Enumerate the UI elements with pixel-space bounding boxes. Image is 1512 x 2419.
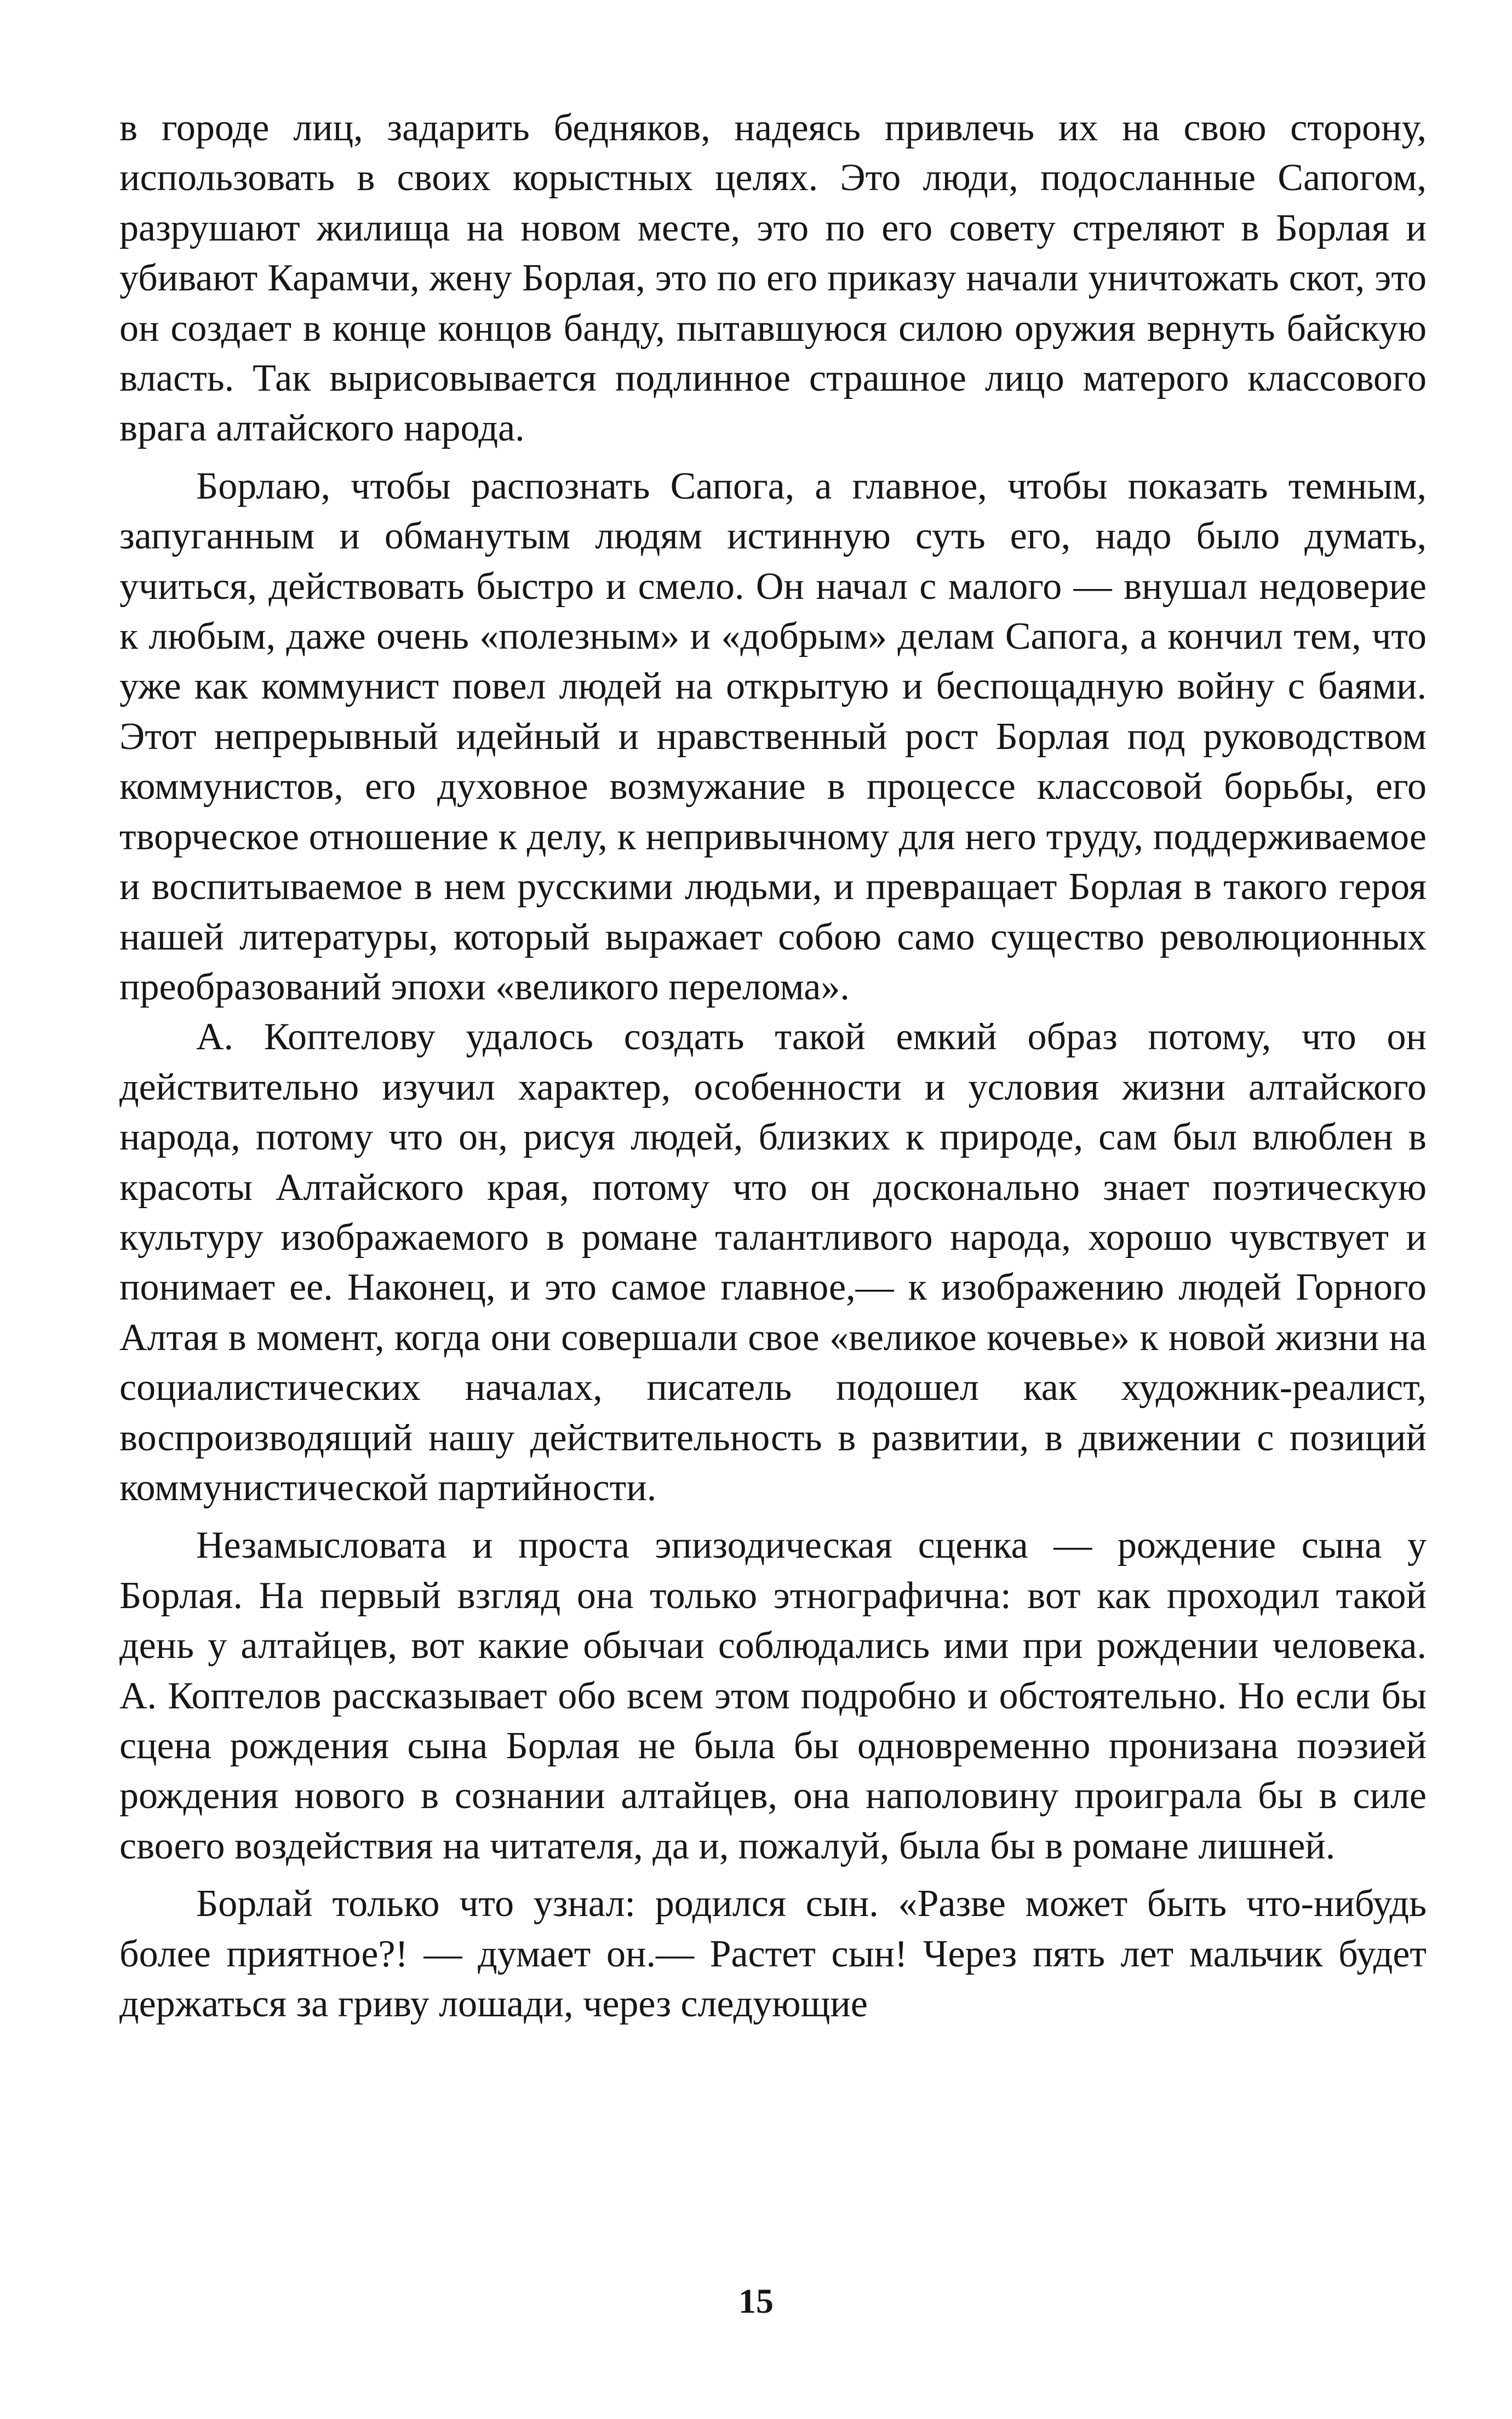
paragraph-4: Незамысловата и проста эпизодическая сценка — рождение сына у Борлая. На первый взгляд она только этнографична: вот как проходил такой день у алтайцев, вот какие обычаи соблюдались ими при рождении человека. А. Коптелов рассказывает обо всем этом подробно и обстоятельно. Но если бы сцена рождения сына Борлая не была бы одновременно пронизана поэзией рождения нового в сознании алтайцев, она наполовину проиграла бы в силе своего воздействия на читателя, да и, пожалуй, была бы в романе лишней. (119, 1524, 1427, 1867)
paragraph-5: Борлай только что узнал: родился сын. «Разве может быть что-нибудь более приятное?! — думает он.— Растет сын! Через пять лет мальчик будет держаться за гриву лошади, через следующие (119, 1883, 1427, 2026)
paragraph-2: Борлаю, чтобы распознать Сапога, а главное, чтобы показать темным, запуганным и обманутым людям истинную суть его, надо было думать, учиться, действовать быстро и смело. Он начал с малого — внушал недоверие к любым, даже очень «полезным» и «добрым» делам Сапога, а кончил тем, что уже как коммунист повел людей на открытую и беспощадную войну с баями. Этот непрерывный идейный и нравственный рост Борлая под руководством коммунистов, его духовное возмужание в процессе классовой борьбы, его творческое отношение к делу, к непривычному для него труду, поддерживаемое и воспитываемое в нем русскими людьми, и превращает Борлая в такого героя нашей литературы, который выражает собою само существо революционных преобразований эпохи «великого перелома». (119, 465, 1427, 1008)
page-number: 15 (738, 2281, 774, 2320)
paragraph-3: А. Коптелову удалось создать такой емкий образ потому, что он действительно изучил характер, особенности и условия жизни алтайского народа, потому что он, рисуя людей, близких к природе, сам был влюблен в красоты Алтайского края, потому что он досконально знает поэтическую культуру изображаемого в романе талантливого народа, хорошо чувствует и понимает ее. Наконец, и это самое главное,— к изображению людей Горного Алтая в момент, когда они совершали свое «великое кочевье» к новой жизни на социалистических началах, писатель подошел как художник-реалист, воспроизводящий нашу действительность в развитии, в движении с позиций коммунистической партийности. (119, 1016, 1427, 1509)
paragraph-1: в городе лиц, задарить бедняков, надеясь привлечь их на свою сторону, использовать в своих корыстных целях. Это люди, подосланные Сапогом, разрушают жилища на новом месте, это по его совету стреляют в Борлая и убивают Карамчи, жену Борлая, это по его приказу начали уничтожать скот, это он создает в конце концов банду, пытавшуюся силою оружия вернуть байскую власть. Так вырисовывается подлинное страшное лицо матерого классового врага алтайского народа. (119, 107, 1427, 450)
body-text (119, 103, 1427, 2029)
